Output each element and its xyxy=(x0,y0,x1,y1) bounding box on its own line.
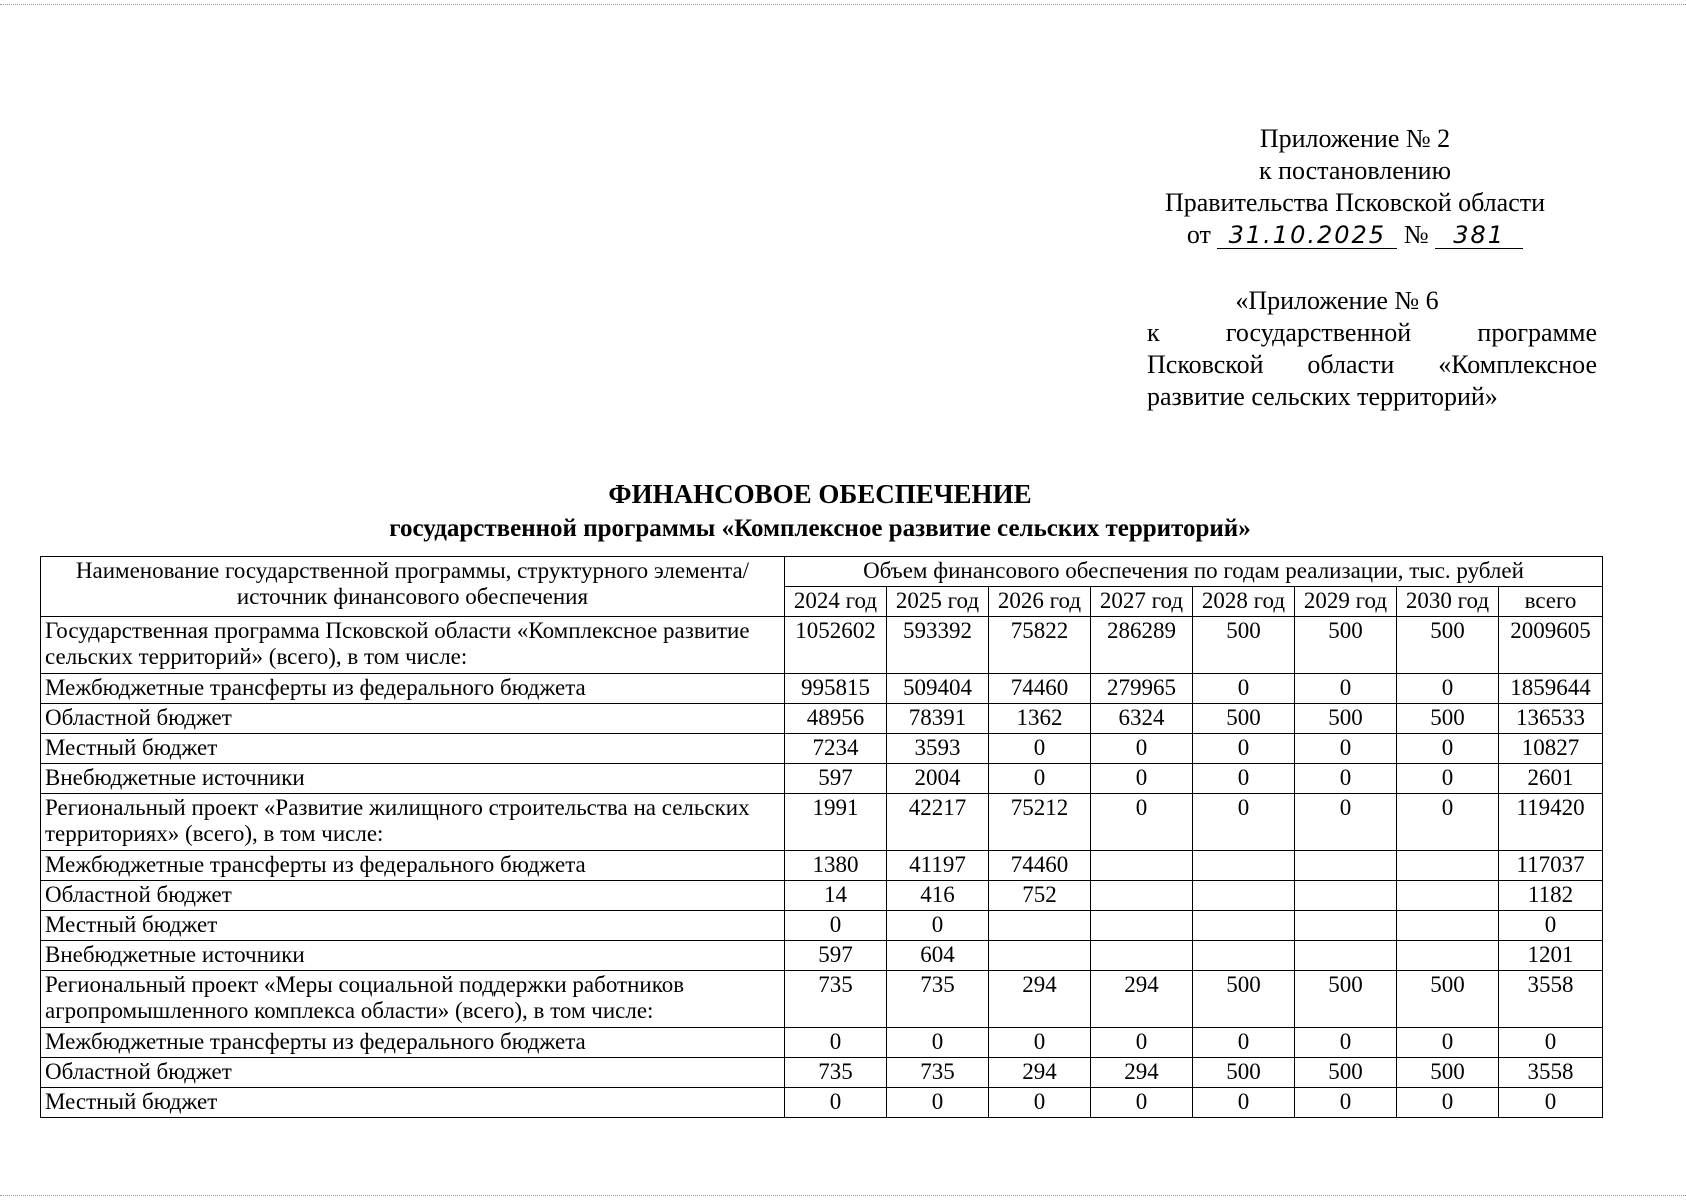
value-cell: 500 xyxy=(1397,1058,1499,1088)
value-cell: 500 xyxy=(1295,704,1397,734)
handwritten-number: 381 xyxy=(1435,222,1523,249)
value-cell: 48956 xyxy=(785,704,887,734)
value-cell: 0 xyxy=(1499,1088,1603,1118)
value-cell: 0 xyxy=(1295,734,1397,764)
value-cell: 1859644 xyxy=(1499,674,1603,704)
row-name-cell: Региональный проект «Меры социальной поддержки работников агропромышленного комплекса области» (всего), в том числе: xyxy=(41,971,785,1028)
value-cell: 0 xyxy=(1091,1028,1193,1058)
row-name-cell: Областной бюджет xyxy=(41,1058,785,1088)
column-header-2026: 2026 год xyxy=(989,587,1091,617)
value-cell: 0 xyxy=(1397,734,1499,764)
row-name-cell: Областной бюджет xyxy=(41,881,785,911)
value-cell: 0 xyxy=(1091,1088,1193,1118)
value-cell: 0 xyxy=(1295,1088,1397,1118)
value-cell: 1380 xyxy=(785,851,887,881)
value-cell: 0 xyxy=(1295,1028,1397,1058)
row-name-cell: Областной бюджет xyxy=(41,704,785,734)
value-cell: 0 xyxy=(1295,674,1397,704)
value-cell: 0 xyxy=(1193,674,1295,704)
value-cell: 0 xyxy=(887,911,989,941)
value-cell: 0 xyxy=(785,1088,887,1118)
table-row xyxy=(41,1088,1603,1118)
value-cell: 0 xyxy=(1193,1028,1295,1058)
value-cell xyxy=(1193,851,1295,881)
value-cell: 735 xyxy=(785,1058,887,1088)
value-cell: 0 xyxy=(1499,911,1603,941)
value-cell: 1052602 xyxy=(785,617,887,674)
appendix-6-line-2: к государственной программе xyxy=(1147,318,1597,347)
value-cell: 117037 xyxy=(1499,851,1603,881)
table-row xyxy=(41,764,1603,794)
appendix-2-line-3: Правительства Псковской области xyxy=(1164,188,1546,217)
column-header-2024: 2024 год xyxy=(785,587,887,617)
value-cell: 604 xyxy=(887,941,989,971)
value-cell: 500 xyxy=(1295,971,1397,1028)
value-cell: 42217 xyxy=(887,794,989,851)
value-cell: 597 xyxy=(785,941,887,971)
table-row xyxy=(41,674,1603,704)
row-name-cell: Местный бюджет xyxy=(41,911,785,941)
value-cell: 2004 xyxy=(887,764,989,794)
value-cell: 0 xyxy=(989,1088,1091,1118)
row-name-cell: Межбюджетные трансферты из федерального бюджета xyxy=(41,851,785,881)
scan-bottom-edge xyxy=(0,1195,1686,1196)
name-column-header: Наименование государственной программы, структурного элемента/источник финансового обеспечения xyxy=(41,557,785,617)
value-cell xyxy=(1193,941,1295,971)
value-cell: 500 xyxy=(1295,617,1397,674)
value-cell: 735 xyxy=(887,971,989,1028)
value-cell: 0 xyxy=(1193,734,1295,764)
appendix-6-line-3: Псковской области «Комплексное xyxy=(1147,350,1597,379)
value-cell: 0 xyxy=(1091,764,1193,794)
financing-table xyxy=(40,556,1603,1118)
value-cell xyxy=(1193,881,1295,911)
value-cell: 416 xyxy=(887,881,989,911)
value-cell: 0 xyxy=(887,1088,989,1118)
column-header-2029: 2029 год xyxy=(1295,587,1397,617)
value-cell: 0 xyxy=(989,1028,1091,1058)
value-cell: 500 xyxy=(1193,1058,1295,1088)
column-header-2028: 2028 год xyxy=(1193,587,1295,617)
value-cell: 136533 xyxy=(1499,704,1603,734)
value-cell: 6324 xyxy=(1091,704,1193,734)
row-name-cell: Внебюджетные источники xyxy=(41,764,785,794)
value-cell xyxy=(1091,881,1193,911)
value-cell: 0 xyxy=(887,1028,989,1058)
value-cell: 0 xyxy=(1397,1028,1499,1058)
table-row xyxy=(41,881,1603,911)
value-cell: 7234 xyxy=(785,734,887,764)
value-cell xyxy=(989,911,1091,941)
value-cell: 0 xyxy=(1295,794,1397,851)
document-subtitle: государственной программы «Комплексное развитие сельских территорий» xyxy=(389,515,1251,542)
value-cell: 1991 xyxy=(785,794,887,851)
value-cell xyxy=(1397,851,1499,881)
row-name-cell: Государственная программа Псковской области «Комплексное развитие сельских территорий» (всего), в том числе: xyxy=(41,617,785,674)
row-name-cell: Межбюджетные трансферты из федерального бюджета xyxy=(41,1028,785,1058)
value-cell: 3558 xyxy=(1499,1058,1603,1088)
appendix-6-line-4: развитие сельских территорий» xyxy=(1147,382,1498,411)
value-cell: 294 xyxy=(1091,971,1193,1028)
column-header-2025: 2025 год xyxy=(887,587,989,617)
value-cell: 74460 xyxy=(989,674,1091,704)
value-cell: 593392 xyxy=(887,617,989,674)
value-cell xyxy=(1295,941,1397,971)
table-row xyxy=(41,734,1603,764)
value-cell xyxy=(1295,911,1397,941)
table-row xyxy=(41,704,1603,734)
appendix-2-block xyxy=(1130,123,1580,251)
value-cell xyxy=(1397,941,1499,971)
number-label: № xyxy=(1403,220,1429,249)
value-cell: 0 xyxy=(1091,734,1193,764)
value-cell: 0 xyxy=(1193,1088,1295,1118)
value-cell: 1362 xyxy=(989,704,1091,734)
value-cell: 597 xyxy=(785,764,887,794)
value-cell: 286289 xyxy=(1091,617,1193,674)
from-label: от xyxy=(1186,220,1211,249)
table-row xyxy=(41,941,1603,971)
value-cell: 0 xyxy=(1397,764,1499,794)
value-cell xyxy=(1091,851,1193,881)
value-cell: 0 xyxy=(785,911,887,941)
table-row xyxy=(41,617,1603,674)
value-cell: 509404 xyxy=(887,674,989,704)
value-cell: 119420 xyxy=(1499,794,1603,851)
row-name-cell: Местный бюджет xyxy=(41,1088,785,1118)
value-cell xyxy=(1295,881,1397,911)
value-cell: 0 xyxy=(1397,674,1499,704)
value-cell: 2009605 xyxy=(1499,617,1603,674)
value-cell: 0 xyxy=(989,764,1091,794)
value-cell: 294 xyxy=(1091,1058,1193,1088)
value-cell xyxy=(1397,911,1499,941)
value-cell: 500 xyxy=(1193,704,1295,734)
appendix-6-title: «Приложение № 6 xyxy=(1235,286,1439,315)
document-title: ФИНАНСОВОЕ ОБЕСПЕЧЕНИЕ xyxy=(608,479,1032,509)
value-cell: 0 xyxy=(785,1028,887,1058)
value-cell: 735 xyxy=(785,971,887,1028)
value-cell: 500 xyxy=(1397,617,1499,674)
value-cell: 500 xyxy=(1193,617,1295,674)
value-cell: 500 xyxy=(1397,971,1499,1028)
row-name-cell: Местный бюджет xyxy=(41,734,785,764)
value-cell: 735 xyxy=(887,1058,989,1088)
table-row xyxy=(41,1058,1603,1088)
column-header-2027: 2027 год xyxy=(1091,587,1193,617)
value-cell xyxy=(1193,911,1295,941)
handwritten-date: 31.10.2025 xyxy=(1217,222,1397,249)
appendix-2-title: Приложение № 2 xyxy=(1259,124,1451,153)
value-cell: 995815 xyxy=(785,674,887,704)
value-cell: 279965 xyxy=(1091,674,1193,704)
table-row xyxy=(41,1028,1603,1058)
value-cell: 294 xyxy=(989,971,1091,1028)
appendix-2-date-line xyxy=(1130,219,1580,251)
value-cell: 14 xyxy=(785,881,887,911)
value-cell: 3558 xyxy=(1499,971,1603,1028)
value-cell: 74460 xyxy=(989,851,1091,881)
row-name-cell: Межбюджетные трансферты из федерального бюджета xyxy=(41,674,785,704)
value-cell: 3593 xyxy=(887,734,989,764)
value-cell: 0 xyxy=(1091,794,1193,851)
appendix-2-line-2: к постановлению xyxy=(1258,156,1452,185)
value-cell: 41197 xyxy=(887,851,989,881)
table-row xyxy=(41,851,1603,881)
column-header-total: всего xyxy=(1499,587,1603,617)
table-body xyxy=(41,617,1603,1118)
value-cell: 0 xyxy=(1295,764,1397,794)
value-cell: 294 xyxy=(989,1058,1091,1088)
value-cell: 75212 xyxy=(989,794,1091,851)
value-cell: 0 xyxy=(1499,1028,1603,1058)
value-cell: 2601 xyxy=(1499,764,1603,794)
value-cell: 75822 xyxy=(989,617,1091,674)
value-cell: 0 xyxy=(1193,764,1295,794)
value-cell xyxy=(1397,881,1499,911)
column-header-2030: 2030 год xyxy=(1397,587,1499,617)
row-name-cell: Внебюджетные источники xyxy=(41,941,785,971)
value-cell: 0 xyxy=(1193,794,1295,851)
value-cell: 1201 xyxy=(1499,941,1603,971)
value-cell: 78391 xyxy=(887,704,989,734)
value-cell: 500 xyxy=(1193,971,1295,1028)
value-cell: 500 xyxy=(1295,1058,1397,1088)
value-cell: 0 xyxy=(1397,1088,1499,1118)
value-cell xyxy=(1295,851,1397,881)
value-cell xyxy=(1091,911,1193,941)
table-row xyxy=(41,911,1603,941)
appendix-6-block xyxy=(1147,285,1597,413)
table-row xyxy=(41,971,1603,1028)
value-cell: 0 xyxy=(989,734,1091,764)
table-row xyxy=(41,794,1603,851)
value-cell: 500 xyxy=(1397,704,1499,734)
value-cell: 1182 xyxy=(1499,881,1603,911)
value-cell: 752 xyxy=(989,881,1091,911)
value-cell: 10827 xyxy=(1499,734,1603,764)
row-name-cell: Региональный проект «Развитие жилищного строительства на сельских территориях» (всего), в том числе: xyxy=(41,794,785,851)
value-cell xyxy=(1091,941,1193,971)
scan-top-edge xyxy=(0,4,1686,5)
value-cell xyxy=(989,941,1091,971)
volume-column-header: Объем финансового обеспечения по годам реализации, тыс. рублей xyxy=(785,557,1603,587)
value-cell: 0 xyxy=(1397,794,1499,851)
